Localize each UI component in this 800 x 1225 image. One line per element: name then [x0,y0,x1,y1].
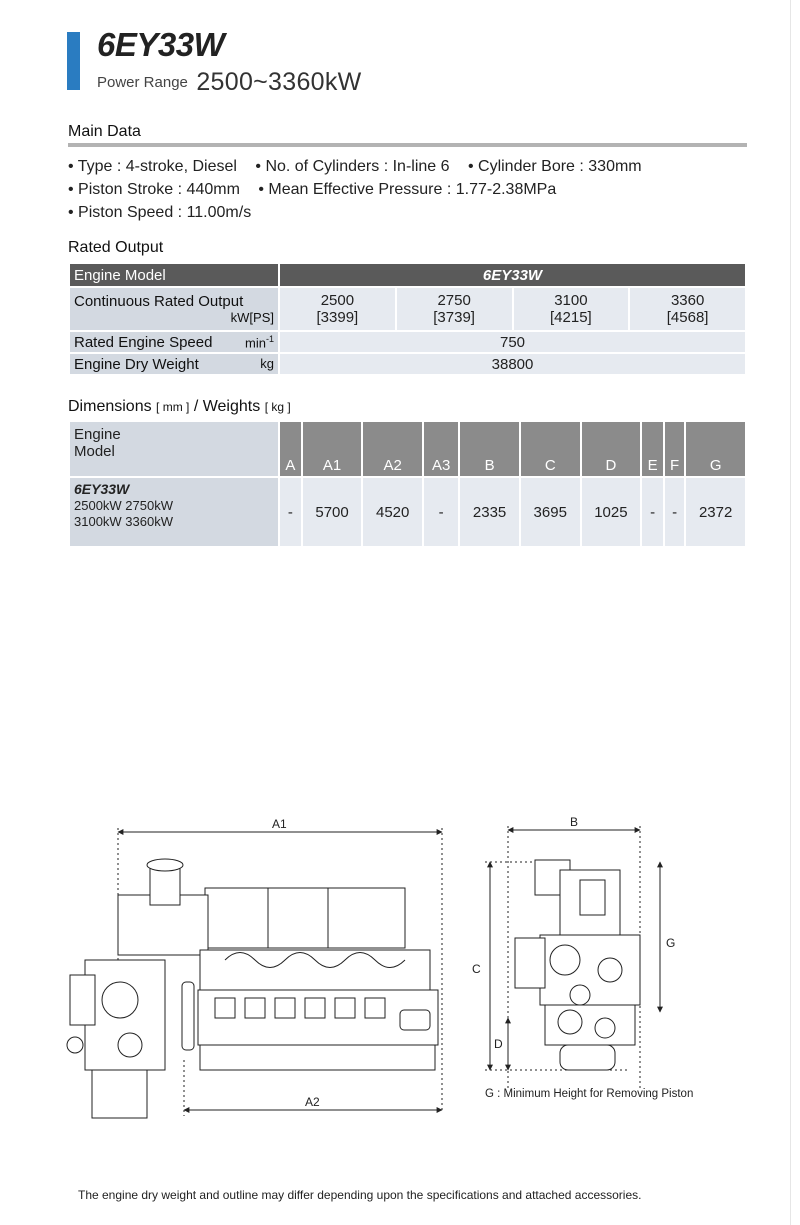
engine-speed-text: Rated Engine Speed [74,333,213,351]
output-ps: [3739] [433,309,475,326]
dimensions-heading [68,398,291,416]
output-cell [396,287,513,331]
weights-title: / Weights [193,398,261,415]
power-range [97,68,362,97]
col-header: A1 [302,421,363,477]
col-header: C [520,421,581,477]
footnote: The engine dry weight and outline may differ depending upon the specifications and attached accessories. [78,1188,642,1202]
rated-output-heading: Rated Output [68,239,164,256]
engine-model-value: 6EY33W [279,263,746,287]
engine-speed-value: 750 [279,331,746,353]
rated-output-table [68,262,747,376]
table-row [69,287,746,331]
output-kw: 3360 [670,292,705,309]
dry-weight-label [69,353,279,375]
label-b: B [570,815,579,829]
dry-weight-value: 38800 [279,353,746,375]
page-title: 6EY33W [97,26,225,63]
dim-value: 1025 [581,477,642,547]
engine-speed-unit [245,334,274,350]
main-data-row [68,178,656,201]
table-row [69,353,746,375]
continuous-output-text: Continuous Rated Output [74,293,244,310]
dim-model-name: 6EY33W [74,481,130,497]
spec-type: • Type : 4-stroke, Diesel [68,158,237,175]
label-d: D [494,1037,503,1051]
col-header: G [685,421,746,477]
table-header-row [69,263,746,287]
dim-value: - [641,477,664,547]
engine-speed-unit-sup: -1 [265,333,274,344]
label-a1: A1 [272,817,287,831]
continuous-output-unit: kW[PS] [230,310,274,325]
dim-value: - [423,477,459,547]
col-header: A2 [362,421,423,477]
engine-front-view [515,860,640,1070]
col-header: A3 [423,421,459,477]
dimensions-title: Dimensions [68,398,152,415]
spec-piston-speed: • Piston Speed : 11.00m/s [68,204,252,221]
main-data-row [68,155,656,178]
dim-value: 2372 [685,477,746,547]
power-range-label: Power Range [97,74,188,91]
label-g: G [666,936,676,950]
dim-value: - [279,477,302,547]
dimensions-table [68,420,747,548]
dim-value: 5700 [302,477,363,547]
output-kw: 3100 [554,292,588,309]
dry-weight-text: Engine Dry Weight [74,355,199,373]
spec-bore: • Cylinder Bore : 330mm [467,158,642,175]
col-header: E [641,421,664,477]
continuous-output-label [69,287,279,331]
output-cell [513,287,630,331]
engine-side-view [67,859,438,1118]
main-data-list [68,155,656,224]
main-data-row [68,201,656,224]
engine-model-header: Engine Model [69,263,279,287]
dim-model-outputs-2: 3100kW 3360kW [74,514,173,529]
output-ps: [4568] [666,309,709,326]
label-c: C [472,962,481,976]
weights-unit-kg: [ kg ] [264,400,291,414]
dim-value: 3695 [520,477,581,547]
col-header: F [664,421,685,477]
power-range-value: 2500~3360kW [196,68,362,96]
label-a2: A2 [305,1095,320,1109]
col-header: A [279,421,302,477]
table-row [69,331,746,353]
engine-speed-label [69,331,279,353]
engine-speed-unit-base: min [245,334,266,350]
dimensions-unit-mm: [ mm ] [156,400,190,414]
engine-model-header [69,421,279,477]
table-row [69,477,746,547]
header-engine: Engine [74,426,121,443]
g-note: G : Minimum Height for Removing Piston [485,1088,694,1100]
output-cell [629,287,746,331]
col-header: B [459,421,520,477]
section-divider [68,143,747,147]
spec-stroke: • Piston Stroke : 440mm [68,181,240,198]
output-ps: [3399] [316,309,359,326]
header-model: Model [74,443,115,460]
dim-value: - [664,477,685,547]
engine-outline-drawing [60,810,760,1120]
title-accent-bar [67,32,80,90]
output-cell [279,287,396,331]
spec-cylinders: • No. of Cylinders : In-line 6 [255,158,450,175]
col-header: D [581,421,642,477]
dim-value: 2335 [459,477,520,547]
output-kw: 2750 [437,292,471,309]
table-header-row [69,421,746,477]
dim-model-cell [69,477,279,547]
output-ps: [4215] [550,309,592,326]
dry-weight-unit: kg [260,355,274,371]
output-kw: 2500 [320,292,355,309]
dim-model-outputs-1: 2500kW 2750kW [74,498,173,513]
dim-value: 4520 [362,477,423,547]
main-data-heading: Main Data [68,123,141,140]
spec-mep: • Mean Effective Pressure : 1.77-2.38MPa [258,181,557,198]
page-edge [790,0,791,1225]
